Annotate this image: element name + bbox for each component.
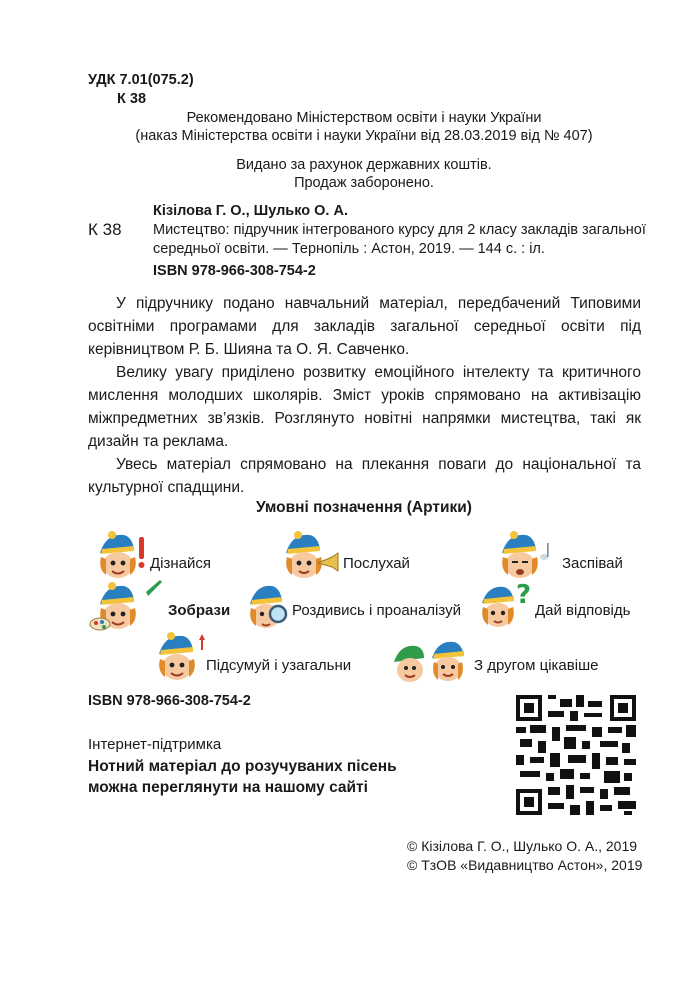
legend-title: Умовні позначення (Артики) xyxy=(256,499,472,516)
catalog-isbn: ISBN 978-966-308-754-2 xyxy=(153,263,316,279)
kid-listen-icon xyxy=(280,527,342,585)
catalog-description-line-1: Мистецтво: підручник інтегрованого курсу для 2 класу закладів загальної xyxy=(153,222,646,238)
kid-analyze-icon xyxy=(248,580,290,636)
legend-label-friend: З другом цікавіше xyxy=(474,657,599,674)
kid-summarize-icon xyxy=(155,630,211,686)
kid-draw-icon xyxy=(88,578,170,636)
legend-label-sing: Заспівай xyxy=(562,555,623,572)
abstract-paragraph-1: У підручнику подано навчальний матеріал, передбачений Типовими освітніми програмами для закладів загальної середньої освіти під керівництвом Р. Б. Шияна та О. Я. Савченко. xyxy=(88,295,641,358)
legend-label-learn: Дізнайся xyxy=(150,555,211,572)
authors: Кізілова Г. О., Шулько О. А. xyxy=(153,203,348,219)
recommendation-line-2: (наказ Міністерства освіти і науки України від 28.03.2019 від № 407) xyxy=(135,128,593,144)
abstract xyxy=(88,292,641,499)
legend-label-answer: Дай відповідь xyxy=(535,602,631,619)
udk-code: УДК 7.01(075.2) xyxy=(88,72,194,88)
kid-learn-icon xyxy=(92,527,150,585)
svg-text:?: ? xyxy=(516,580,532,610)
copyright-authors: © Кізілова Г. О., Шулько О. А., 2019 xyxy=(407,838,638,854)
qr-code[interactable] xyxy=(516,695,636,815)
legend-label-listen: Послухай xyxy=(343,555,410,572)
copyright-publisher: © ТзОВ «Видавництво Астон», 2019 xyxy=(407,857,643,873)
internet-support-label: Інтернет-підтримка xyxy=(88,736,222,753)
legend-label-analyze: Роздивись і проаналізуй xyxy=(292,602,461,619)
internet-support-line-2: можна переглянути на нашому сайті xyxy=(88,779,368,796)
legend-label-draw: Зобрази xyxy=(168,602,231,619)
internet-support-line-1: Нотний матеріал до розучуваних пісень xyxy=(88,758,397,775)
kid-answer-icon xyxy=(478,577,534,635)
funding-line-1: Видано за рахунок державних коштів. xyxy=(236,157,492,173)
catalog-description-line-2: середньої освіти. — Тернопіль : Астон, 2019. — 144 с. : іл. xyxy=(153,241,545,257)
catalog-index: К 38 xyxy=(88,220,122,239)
abstract-paragraph-2: Велику увагу приділено розвитку емоційного інтелекту та критичного мислення молодших школярів. Зміст уроків спрямовано на активізацію міжпредметних зв’язків. Розглянуто новітні напрямки мистецтва, такі як дизайн та реклама. xyxy=(88,364,641,450)
legend-label-summarize: Підсумуй і узагальни xyxy=(206,657,352,674)
isbn-bottom: ISBN 978-966-308-754-2 xyxy=(88,693,251,709)
kid-friend-icon xyxy=(392,638,468,686)
recommendation-line-1: Рекомендовано Міністерством освіти і науки України xyxy=(186,110,542,126)
funding-line-2: Продаж заборонено. xyxy=(294,175,434,191)
abstract-paragraph-3: Увесь матеріал спрямовано на плекання поваги до національної та культурної спадщини. xyxy=(88,456,641,496)
bbk-index: К 38 xyxy=(117,91,147,107)
